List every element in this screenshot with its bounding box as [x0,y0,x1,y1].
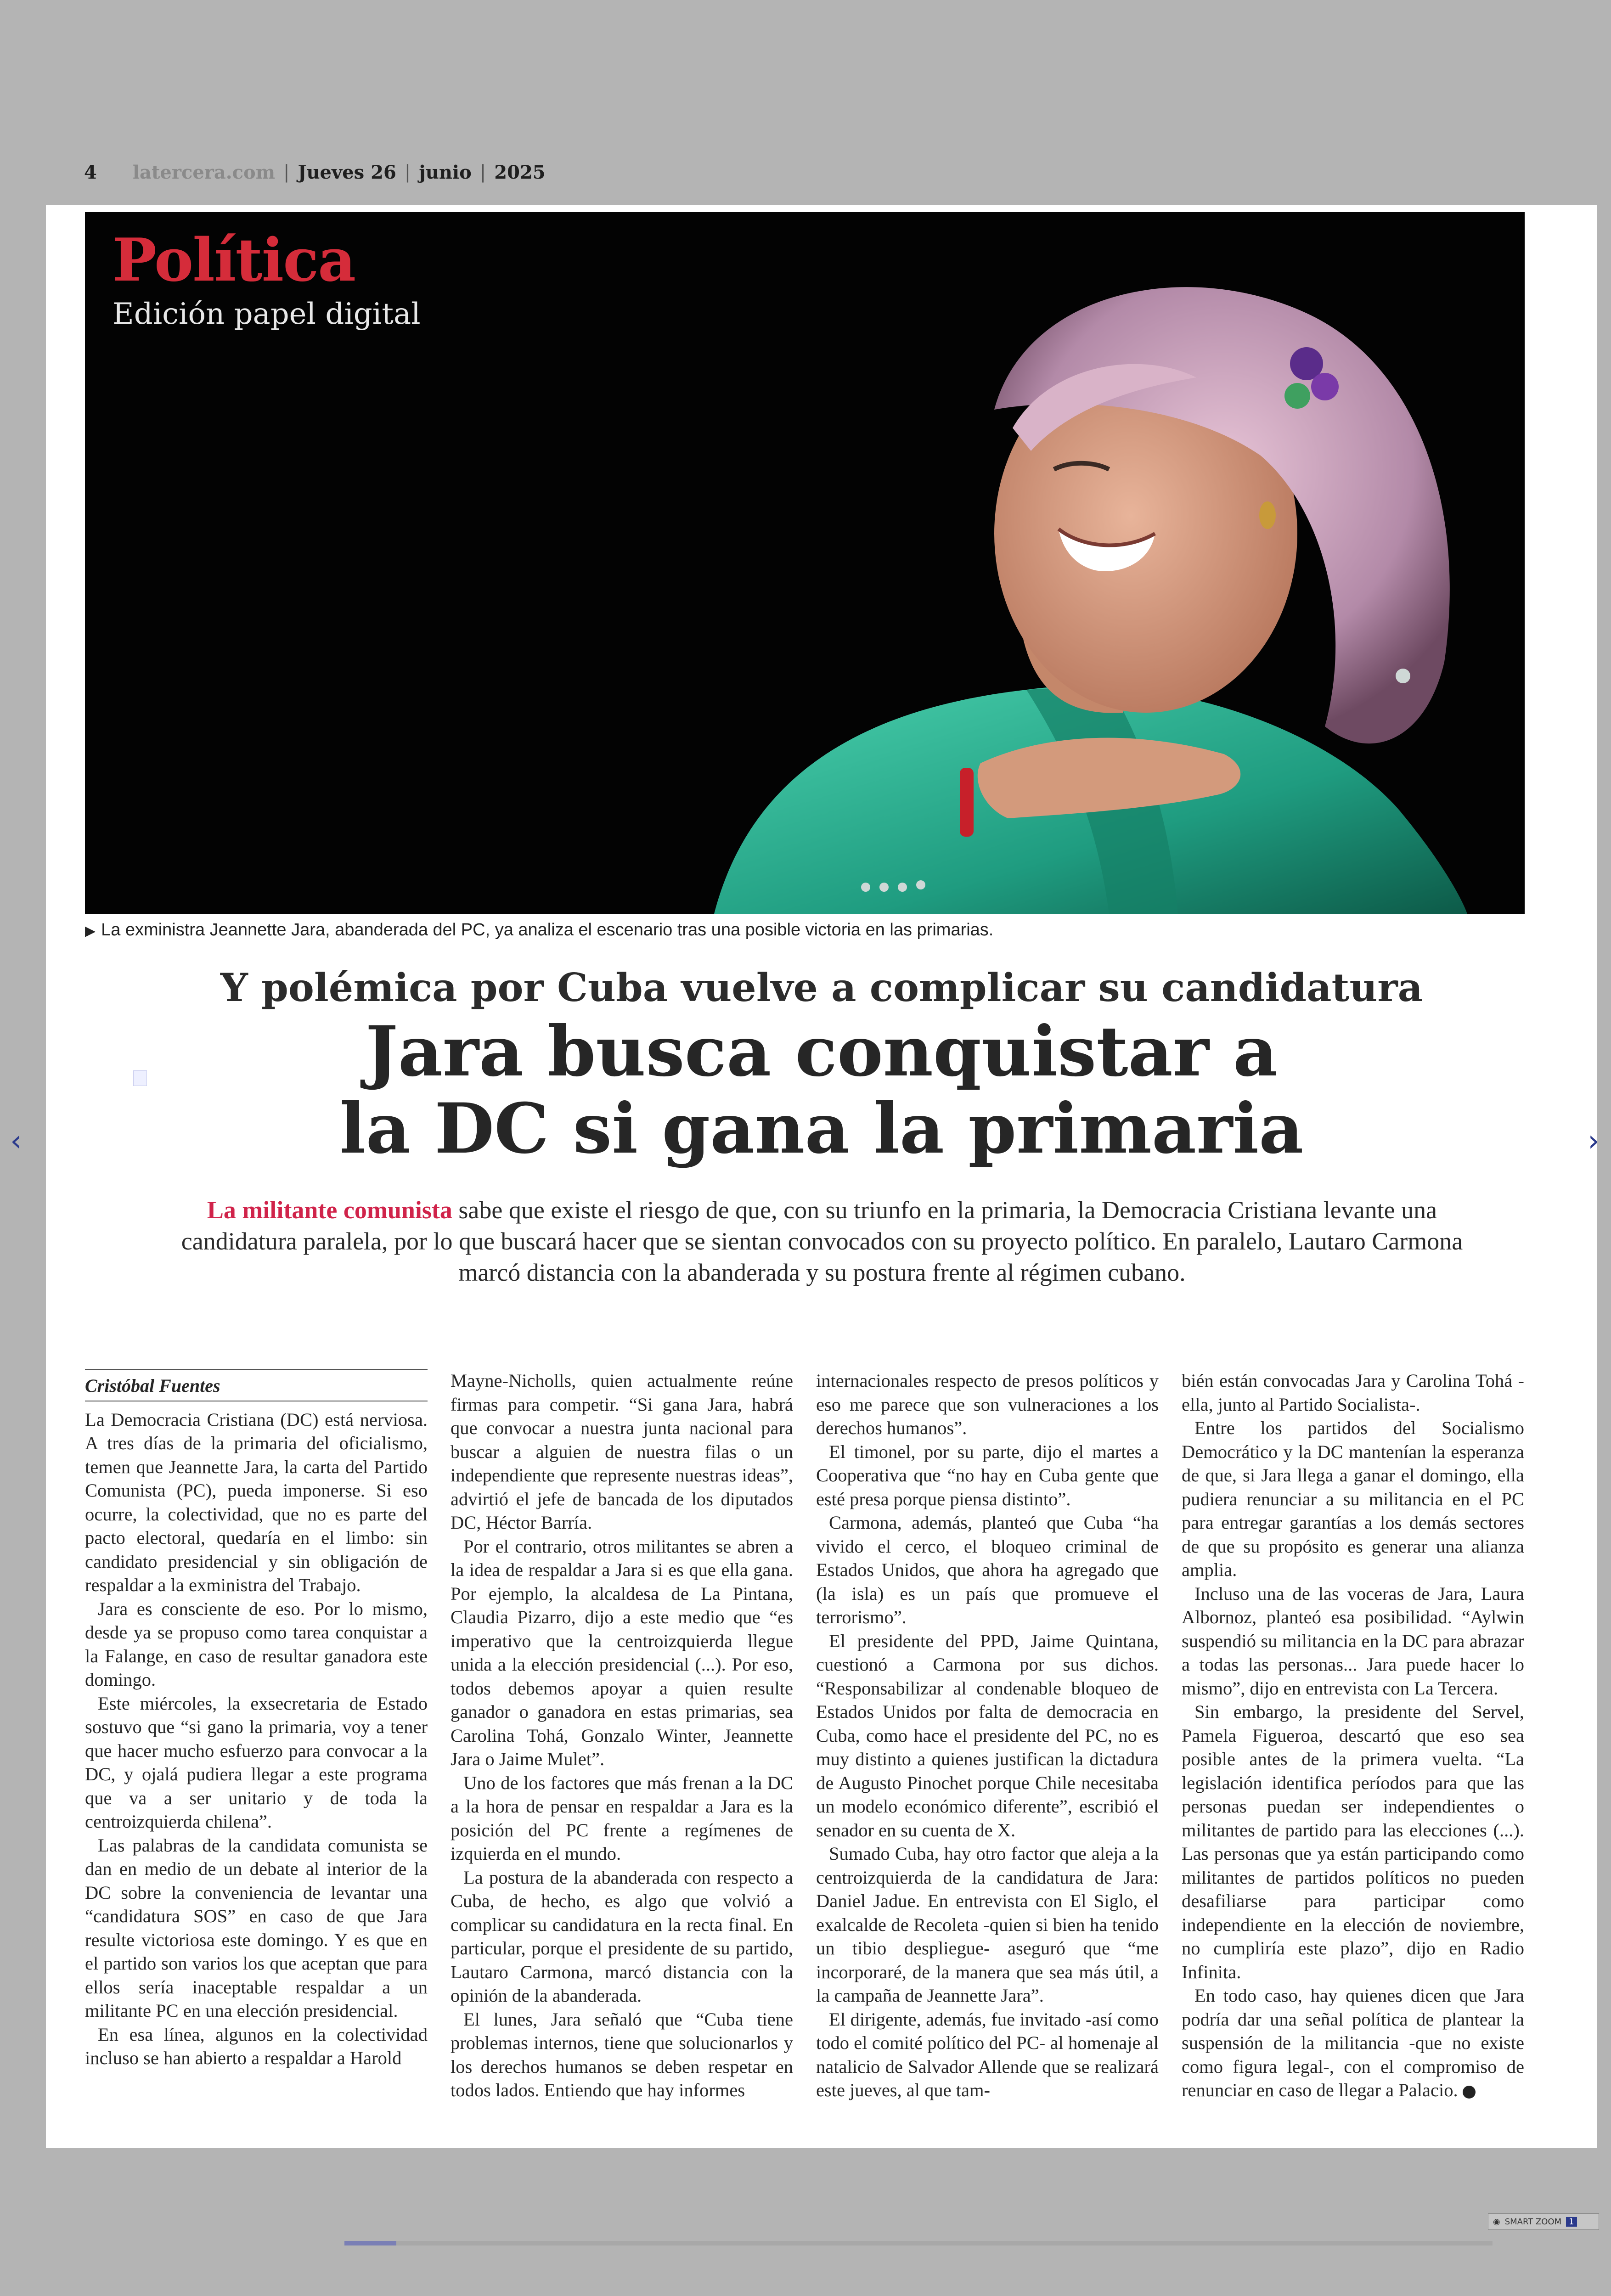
paragraph: internacionales respecto de presos políticos y eso me parece que son vulneraciones a los derechos humanos”. [816,1370,1159,1438]
paragraph: Sumado Cuba, hay otro factor que aleja a la centroizquierda de la candidatura de Jara: Daniel Jadue. En entrevista con El Siglo, el exalcalde de Recoleta -quien si bien ha tenido un tibio despliegue- aseguró que “me incorporaré, de la manera que sea más útil, a la campaña de Jeannette Jara”. [816,1843,1159,2006]
paragraph: La Democracia Cristiana (DC) está nerviosa. A tres días de la primaria del oficialismo, temen que Jeannette Jara, la carta del Partido Comunista (PC), pueda imponerse. Si eso ocurre, la colectividad, que no es parte del pacto electoral, quedaría en el limbo: sin candidato presidencial y sin obligación de respaldar a la exministra del Trabajo. [85,1409,428,1595]
article-body [85,1369,1525,2296]
paragraph: Jara es consciente de eso. Por lo mismo, desde ya se propuso como tarea conquistar a la Falange, en caso de resultar ganadora este domingo. [85,1598,428,1690]
paragraph: Sin embargo, la presidente del Servel, Pamela Figueroa, descartó que eso sea posible antes de la primera vuelta. “La legislación identifica períodos para que las personas puedan ser independientes o militantes de partido para las elecciones (...). Las personas que ya están participando como militantes de partidos políticos no pueden desafiliarse para participar como independiente en la elección de noviembre, no cumpliría este plazo”, dijo en Radio Infinita. [1182,1701,1524,1982]
paragraph-text: En todo caso, hay quienes dicen que Jara podría dar una señal política de plantear la suspensión de la militancia -que no existe como figura legal-, con el compromiso de renunciar en caso de llegar a Palacio. [1182,1985,1524,2100]
folio-month: junio [419,161,472,183]
paragraph: Carmona, además, planteó que Cuba “ha vivido el cerco, el bloqueo criminal de Estados Unidos, que ahora ha agregado que (la isla) es un país que promueve el terrorismo”. [816,1512,1159,1627]
lead-photo [85,212,1525,914]
folio-separator: | [283,162,290,183]
section-title: Política [113,226,355,295]
paragraph: El dirigente, además, fue invitado -así como todo el comité político del PC- al homenaje al natalicio de Salvador Allende que se realizará este jueves, al que tam- [816,2009,1159,2100]
smart-zoom-button[interactable] [1488,2213,1599,2230]
zoom-page-badge: 1 [1566,2217,1577,2227]
smart-zoom-label: SMART ZOOM [1504,2217,1562,2227]
paragraph: Mayne-Nicholls, quien actualmente reúne firmas para competir. “Si gana Jara, habrá que convocar a nuestra junta nacional para buscar a alguien de nuestra filas o un independiente que represente nuestras ideas”, advirtió el jefe de bancada de los diputados DC, Héctor Barría. [451,1370,793,1533]
page-number: 4 [84,161,97,183]
article-column-4 [1182,1369,1524,2296]
byline: Cristóbal Fuentes [85,1369,428,1401]
headline-line-2: la DC si gana la primaria [339,1088,1304,1169]
article-column-2 [451,1369,793,2296]
page-progress-fill [344,2241,396,2245]
paragraph: Por el contrario, otros militantes se abren a la idea de respaldar a Jara si es que ella gana. Por ejemplo, la alcaldesa de La Pintana, Claudia Pizarro, dijo a este medio que “es imperativo que la centroizquierda llegue unida a la elección presidencial (...). Por eso, todos debemos apoyar a quien resulte ganador o ganadora en estas primarias, sea Carolina Tohá, Gonzalo Winter, Jeannette Jara o Jaime Mulet”. [451,1536,793,1769]
eye-icon: ◉ [1493,2217,1500,2227]
site-name: latercera.com [132,161,276,183]
paragraph: Uno de los factores que más frenan a la DC a la hora de pensar en respaldar a Jara es la posición del PC frente a regímenes de izquierda en el mundo. [451,1772,793,1864]
newspaper-page [46,205,1597,2148]
paragraph: El lunes, Jara señaló que “Cuba tiene problemas internos, tiene que solucionarlos y los derechos humanos se deben respetar en todos lados. Entiendo que hay informes [451,2009,793,2100]
paragraph: El presidente del PPD, Jaime Quintana, cuestionó a Carmona por sus dichos. “Responsabilizar al condenable bloqueo de Estados Unidos por falta de democracia en Cuba, como hace el presidente del PC, no es muy distinto a quienes justifican la dictadura de Augusto Pinochet porque Chile necesitaba un modelo económico diferente”, escribió el senador en su cuenta de X. [816,1630,1159,1840]
lede-highlight: La militante comunista [207,1196,452,1224]
paragraph: En esa línea, algunos en la colectividad incluso se han abierto a respaldar a Harold [85,2024,428,2068]
lede [165,1194,1479,1288]
next-page-button[interactable]: › [1588,1124,1600,1158]
folio-separator: | [479,162,486,183]
lede-text: sabe que existe el riesgo de que, con su triunfo en la primaria, la Democracia Cristiana levante una candidatura paralela, por lo que buscará hacer que se sientan convocados con su proyecto político. En paralelo, Lautaro Carmona marcó distancia con la abanderada y su postura frente al régimen cubano. [181,1196,1463,1286]
paragraph: Este miércoles, la exsecretaria de Estado sostuvo que “si gano la primaria, voy a tener que hacer mucho esfuerzo para convocar a la DC, y ojalá pudiera llegar a este programa que va a ser unitario y de toda la centroizquierda chilena”. [85,1693,428,1832]
caption-text: La exministra Jeannette Jara, abanderada del PC, ya analiza el escenario tras una posible victoria en las primarias. [101,920,994,940]
end-mark-icon [1463,2086,1476,2099]
headline-line-1: Jara busca conquistar a [365,1011,1278,1092]
paragraph: Entre los partidos del Socialismo Democrático y la DC mantenían la esperanza de que, si Jara llega a ganar el domingo, ella pudiera renunciar a su militancia en el PC para entregar garantías a los demás sectores de que su propósito es generar una alianza amplia. [1182,1418,1524,1580]
page-folio [84,156,546,188]
article-column-3 [816,1369,1159,2296]
paragraph: Las palabras de la candidata comunista se dan en medio de un debate al interior de la DC sobre la conveniencia de levantar una “candidatura SOS” en caso de que Jara resulte victoriosa este domingo. Y es que en el partido son varios los que aceptan que para ellos sería inaceptable respaldar a un militante PC en una elección presidencial. [85,1835,428,2021]
folio-separator: | [404,162,411,183]
note-icon[interactable] [133,1070,147,1086]
photo-caption [85,920,1525,940]
paragraph: El timonel, por su parte, dijo el martes a Cooperativa que “no hay en Cuba gente que esté presa porque piensa distinto”. [816,1441,1159,1509]
headline [46,1013,1597,1167]
paragraph [1182,1984,1524,2102]
paragraph: bién están convocadas Jara y Carolina Tohá -ella, junto al Partido Socialista-. [1182,1370,1524,1415]
kicker: Y polémica por Cuba vuelve a complicar su candidatura [220,965,1423,1010]
paragraph: Incluso una de las voceras de Jara, Laura Albornoz, planteó esa posibilidad. “Aylwin suspendió su militancia en la DC para abrazar a todas las personas... Jara puede hacer lo mismo”, dijo en entrevista con La Tercera. [1182,1583,1524,1699]
folio-day: Jueves 26 [298,161,396,183]
prev-page-button[interactable]: ‹ [10,1124,22,1158]
section-subtitle: Edición papel digital [113,297,421,331]
article-column-1 [85,1369,428,2296]
caption-triangle-icon: ▶ [85,923,96,939]
folio-year: 2025 [494,161,546,183]
page-progress-bar[interactable] [344,2241,1493,2245]
paragraph: La postura de la abanderada con respecto a Cuba, de hecho, es algo que volvió a complicar su candidatura en la recta final. En particular, porque el presidente de su partido, Lautaro Carmona, marcó distancia con la opinión de la abanderada. [451,1867,793,2006]
